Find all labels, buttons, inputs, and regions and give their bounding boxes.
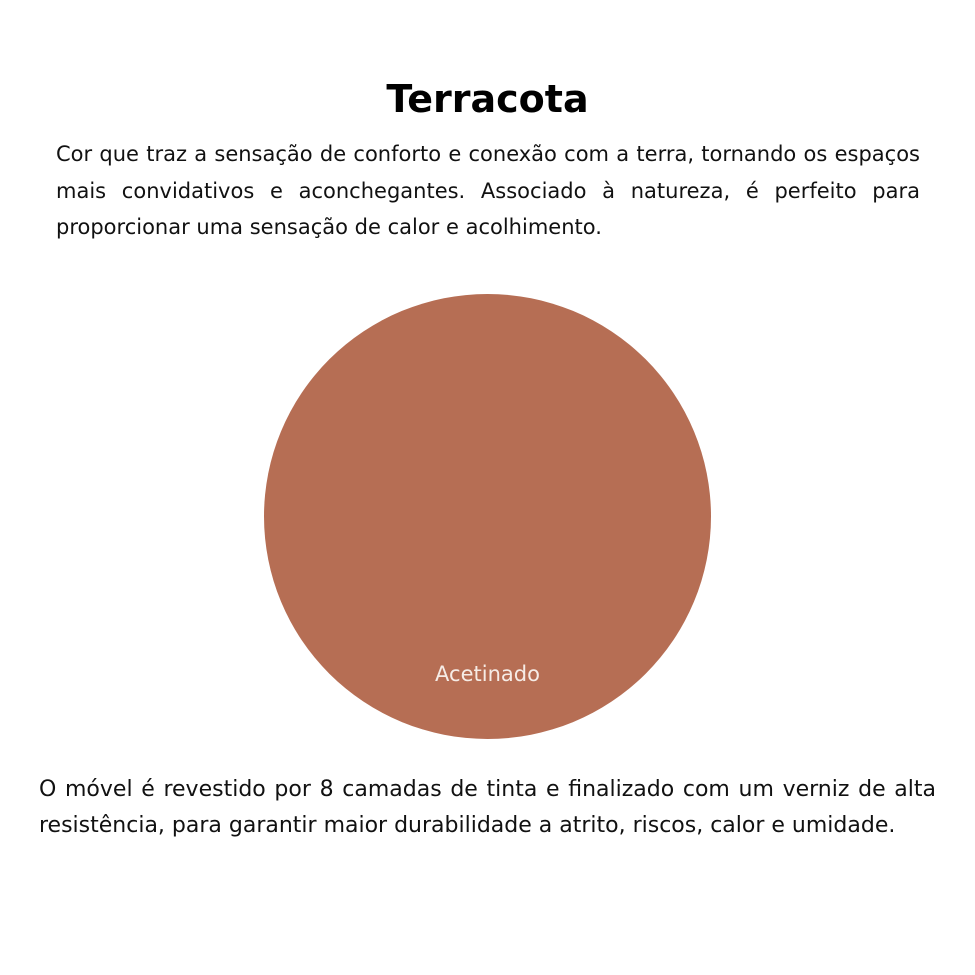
finish-description: O móvel é revestido por 8 camadas de tinta e finalizado com um verniz de alta resistência, para garantir maior durabilidade a atrito, riscos, calor e umidade. — [39, 777, 936, 838]
color-swatch — [264, 294, 711, 739]
finish-label: Acetinado — [435, 662, 540, 686]
color-description: Cor que traz a sensação de conforto e conexão com a terra, tornando os espaços mais convidativos e aconchegantes. Associado à natureza, é perfeito para proporcionar uma sensação de calor e acolhimento. — [56, 142, 920, 239]
page-title: Terracota — [386, 77, 589, 121]
